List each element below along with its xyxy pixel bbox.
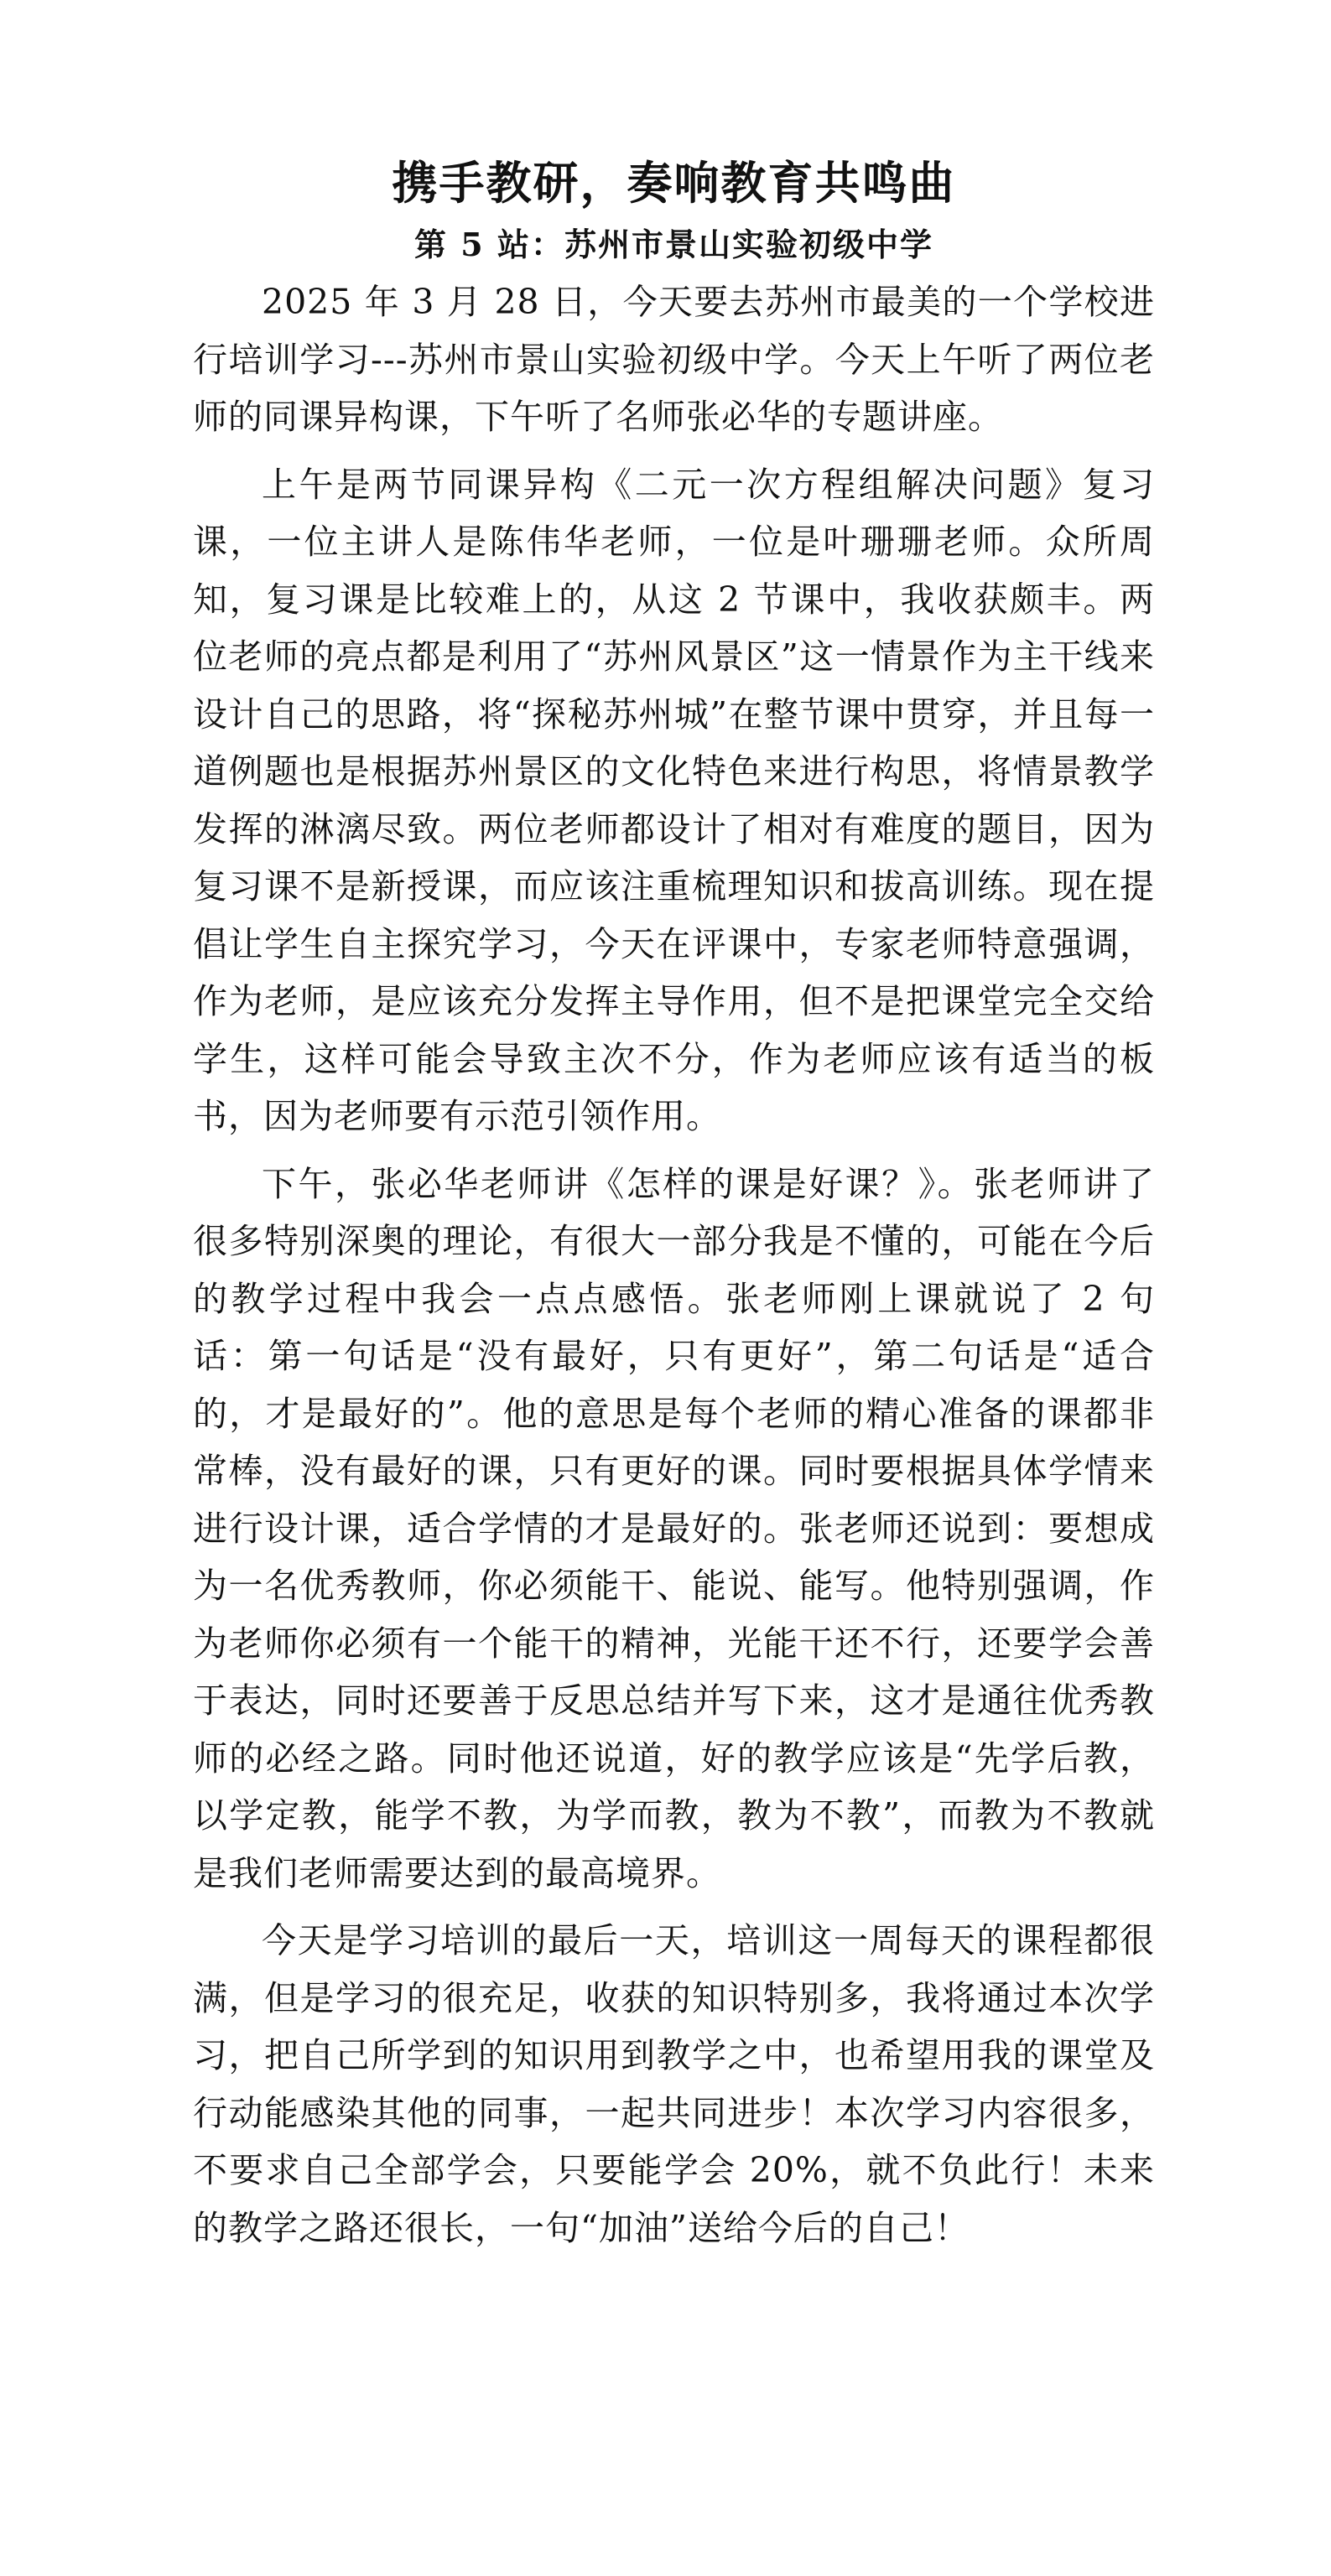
paragraph-conclusion: 今天是学习培训的最后一天，培训这一周每天的课程都很满，但是学习的很充足，收获的知识特别多，我将通过本次学习，把自己所学到的知识用到教学之中，也希望用我的课堂及行动能感染其他的同事，一起共同进步！本次学习内容很多，不要求自己全部学会，只要能学会 20%，就不负此行！未来的教学之路还很长，一句“加油”送给今后的自己！ bbox=[193, 1920, 1155, 2248]
paragraph-morning: 上午是两节同课异构《二元一次方程组解决问题》复习课，一位主讲人是陈伟华老师，一位是叶珊珊老师。众所周知，复习课是比较难上的，从这 2 节课中，我收获颇丰。两位老师的亮点都是利用了“苏州风景区”这一情景作为主干线来设计自己的思路，将“探秘苏州城”在整节课中贯穿，并且每一道例题也是根据苏州景区的文化特色来进行构思，将情景教学发挥的淋漓尽致。两位老师都设计了相对有难度的题目，因为复习课不是新授课，而应该注重梳理知识和拔高训练。现在提倡让学生自主探究学习，今天在评课中，专家老师特意强调，作为老师，是应该充分发挥主导作用，但不是把课堂完全交给学生，这样可能会导致主次不分，作为老师应该有适当的板书，因为老师要有示范引领作用。 bbox=[193, 464, 1155, 1136]
paragraph-intro: 2025 年 3 月 28 日，今天要去苏州市最美的一个学校进行培训学习---苏州市景山实验初级中学。今天上午听了两位老师的同课异构课，下午听了名师张必华的专题讲座。 bbox=[193, 282, 1155, 437]
page-title: 携手教研，奏响教育共鸣曲 bbox=[392, 156, 956, 210]
paragraph-afternoon: 下午，张必华老师讲《怎样的课是好课？》。张老师讲了很多特别深奥的理论，有很大一部分我是不懂的，可能在今后的教学过程中我会一点点感悟。张老师刚上课就说了 2 句话：第一句话是“没有最好，只有更好”，第二句话是“适合的，才是最好的”。他的意思是每个老师的精心准备的课都非常棒，没有最好的课，只有更好的课。同时要根据具体学情来进行设计课，适合学情的才是最好的。张老师还说到：要想成为一名优秀教师，你必须能干、能说、能写。他特别强调，作为老师你必须有一个能干的精神，光能干还不行，还要学会善于表达，同时还要善于反思总结并写下来，这才是通往优秀教师的必经之路。同时他还说道，好的教学应该是“先学后教，以学定教，能学不教，为学而教，教为不教”，而教为不教就是我们老师需要达到的最高境界。 bbox=[193, 1163, 1155, 1893]
page-subtitle: 第 5 站：苏州市景山实验初级中学 bbox=[414, 226, 933, 263]
